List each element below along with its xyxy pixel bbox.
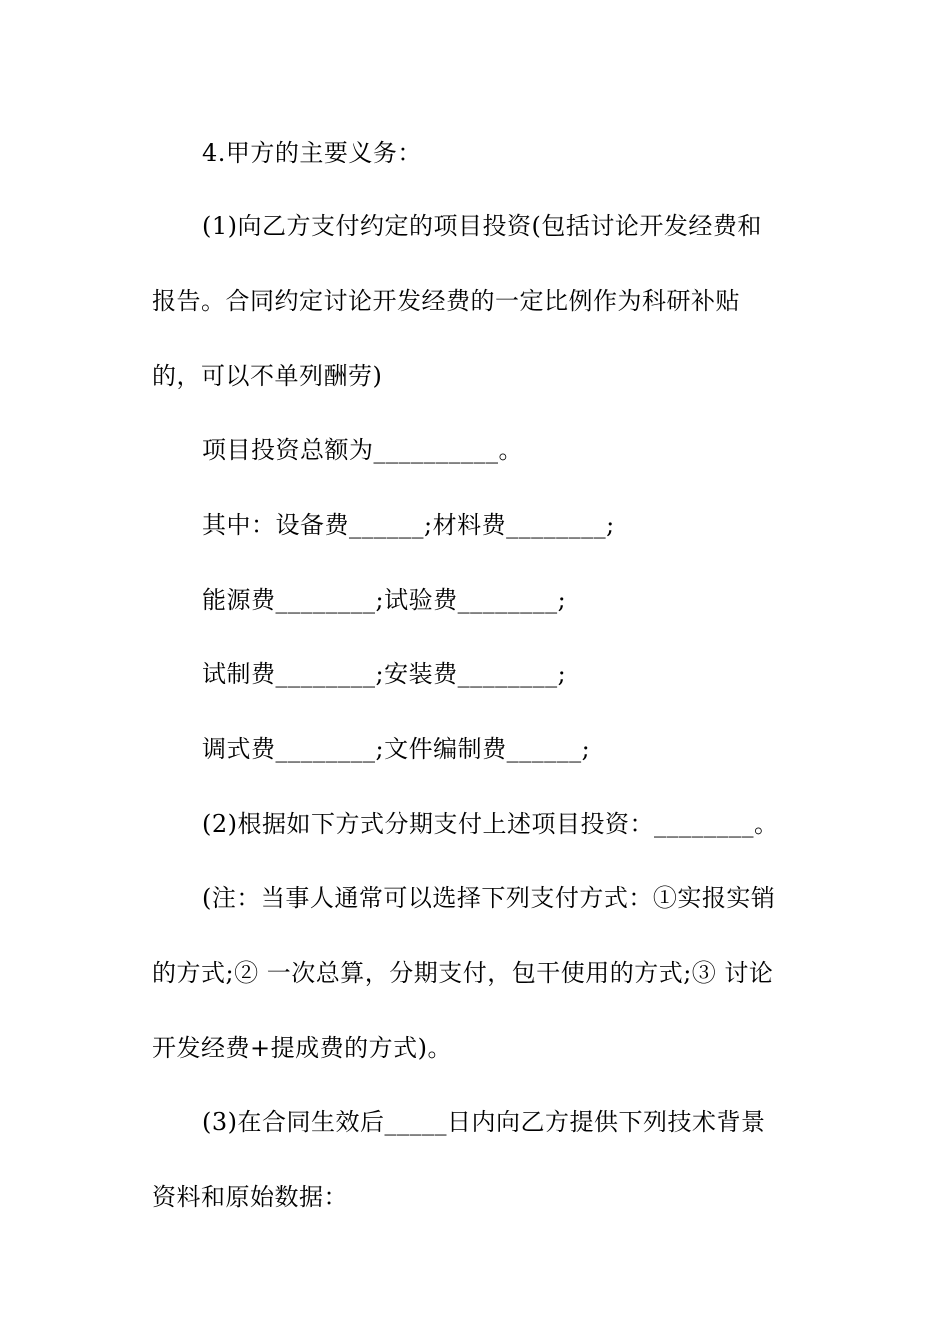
paragraph-line: 的，可以不单列酬劳)	[152, 362, 383, 390]
cost-item-line: 调式费________;文件编制费______;	[202, 735, 591, 763]
total-investment-line: 项目投资总额为__________。	[202, 436, 523, 464]
paragraph-line: 资料和原始数据：	[152, 1183, 348, 1211]
paragraph-line: (3)在合同生效后_____日内向乙方提供下列技术背景	[202, 1108, 766, 1136]
note-line: (注：当事人通常可以选择下列支付方式：①实报实销	[202, 884, 776, 912]
note-line: 开发经费+提成费的方式)。	[152, 1034, 452, 1062]
payment-method-line: (2)根据如下方式分期支付上述项目投资：________。	[202, 810, 779, 838]
section-heading-party-a-obligations: 4.甲方的主要义务：	[202, 139, 422, 167]
cost-item-line: 能源费________;试验费________;	[202, 586, 567, 614]
note-line: 的方式;② 一次总算，分期支付，包干使用的方式;③ 讨论	[152, 959, 774, 987]
cost-item-line: 其中：设备费______;材料费________;	[202, 511, 615, 539]
cost-item-line: 试制费________;安装费________;	[202, 660, 567, 688]
paragraph-line: 报告。合同约定讨论开发经费的一定比例作为科研补贴	[152, 287, 740, 315]
paragraph-line: (1)向乙方支付约定的项目投资(包括讨论开发经费和	[202, 212, 762, 240]
